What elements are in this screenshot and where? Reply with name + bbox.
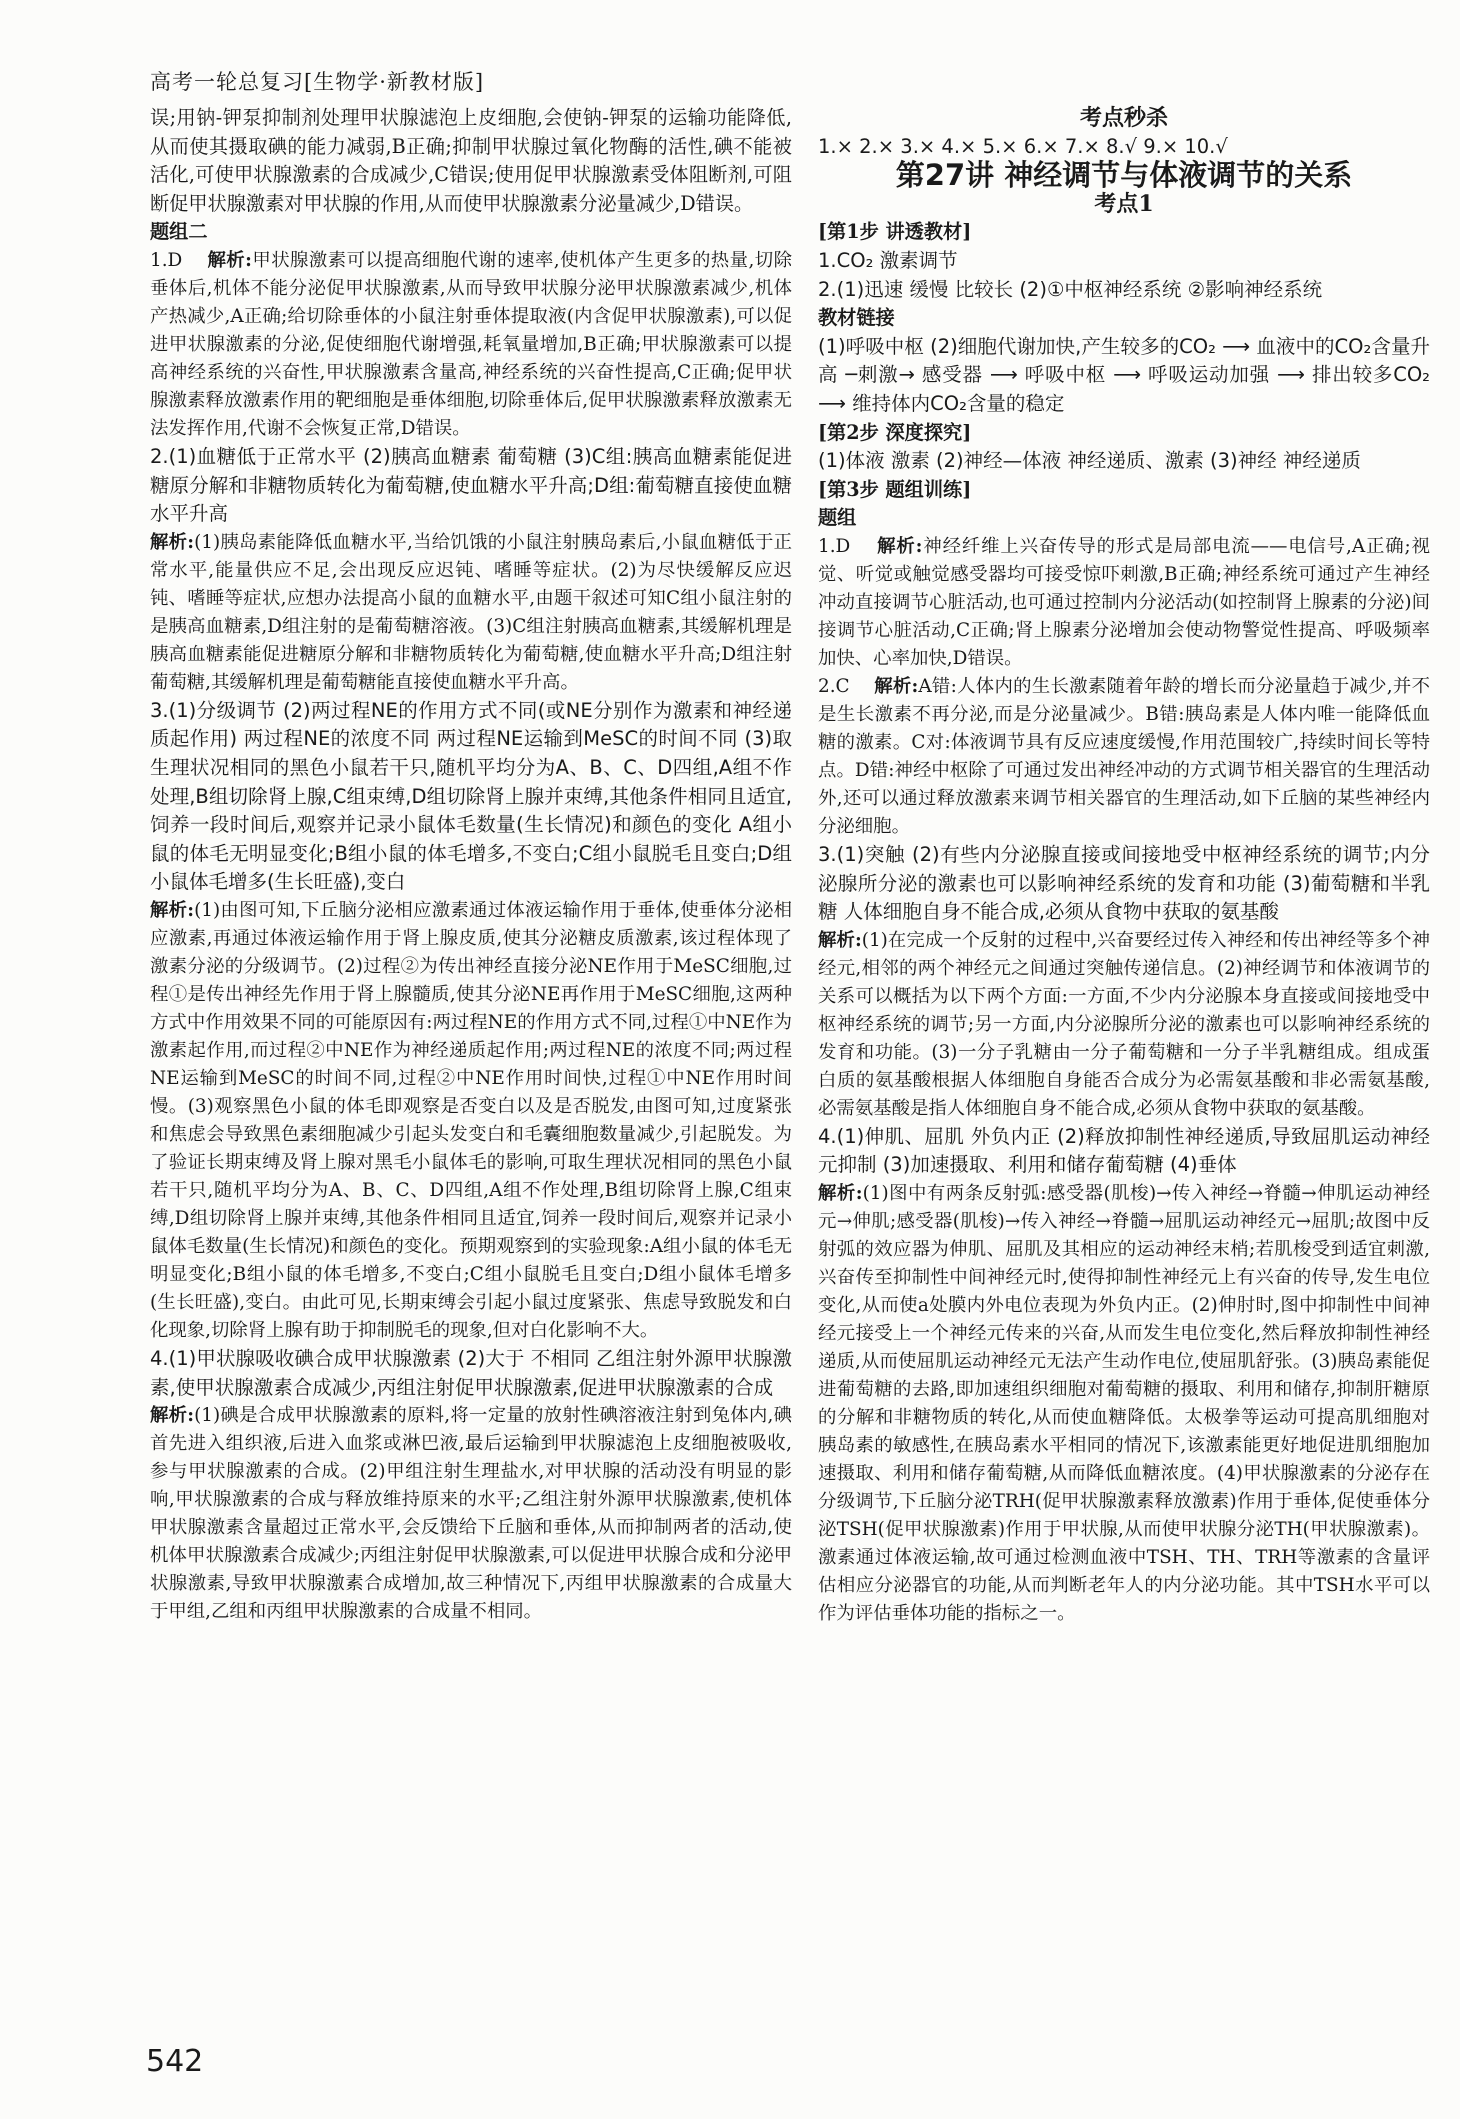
right-column [818, 104, 1430, 1628]
q2-label: 解析: [150, 531, 195, 553]
q1-label: 解析: [207, 249, 252, 271]
kaodian-title: 考点秒杀 [1079, 105, 1168, 131]
kaodian-answers: 1.× 2.× 3.× 4.× 5.× 6.× 7.× 8.√ 9.× 10.√ [818, 134, 1228, 158]
q1-number: 1.D [150, 249, 183, 271]
q4-answer: 4.(1)甲状腺吸收碘合成甲状腺激素 (2)大于 不相同 乙组注射外源甲状腺激素,使甲状腺激素合成减少,丙组注射促甲状腺激素,促进甲状腺激素的合成 [150, 1346, 792, 1399]
r3-answer: 3.(1)突触 (2)有些内分泌腺直接或间接地受中枢神经系统的调节;内分泌腺所分泌的激素也可以影响神经系统的发育和功能 (3)葡萄糖和半乳糖 人体细胞自身不能合成,必须从食物中获取的氨基酸 [818, 842, 1430, 924]
running-header: 高考一轮总复习[生物学·新教材版] [150, 70, 485, 94]
r2-number: 2.C [818, 675, 850, 697]
q4-text: (1)碘是合成甲状腺激素的原料,将一定量的放射性碘溶液注射到兔体内,碘首先进入组织液,后进入血浆或淋巴液,最后运输到甲状腺滤泡上皮细胞被吸收,参与甲状腺激素的合成。(2)甲组注射生理盐水,对甲状腺的活动没有明显的影响,甲状腺激素的合成与释放维持原来的水平;乙组注射外源甲状腺激素,使机体甲状腺激素含量超过正常水平,会反馈给下丘脑和垂体,从而抑制两者的活动,使机体甲状腺激素合成减少;丙组注射促甲状腺激素,可以促进甲状腺合成和分泌甲状腺激素,导致甲状腺激素合成增加,故三种情况下,丙组甲状腺激素的合成量大于甲组,乙组和丙组甲状腺激素的合成量不相同。 [150, 1405, 792, 1623]
q2-paragraph [150, 529, 792, 697]
group-heading: 题组 [818, 506, 857, 530]
q1-text: 甲状腺激素可以提高细胞代谢的速率,使机体产生更多的热量,切除垂体后,机体不能分泌促甲状腺激素,从而导致甲状腺分泌甲状腺激素减少,机体产热减少,A正确;给切除垂体的小鼠注射垂体提取液(内含促甲状腺激素),可以促进甲状腺激素的分泌,促使细胞代谢增强,耗氧量增加,B正确;甲状腺激素可以提高神经系统的兴奋性,甲状腺激素含量高,神经系统的兴奋性提高,C正确;促甲状腺激素释放激素作用的靶细胞是垂体细胞,切除垂体后,促甲状腺激素释放激素无法发挥作用,代谢不会恢复正常,D错误。 [150, 249, 792, 439]
step1-heading: [第1步 讲透教材] [818, 220, 972, 244]
q3-paragraph [150, 897, 792, 1345]
q2-text: (1)胰岛素能降低血糖水平,当给饥饿的小鼠注射胰岛素后,小鼠血糖低于正常水平,能量供应不足,会出现反应迟钝、嗜睡等症状。(2)为尽快缓解反应迟钝、嗜睡等症状,应想办法提高小鼠的血糖水平,由题干叙述可知C组小鼠注射的是胰高血糖素,D组注射的是葡萄糖溶液。(3)C组注射胰高血糖素,其缓解机理是胰高血糖素能促进糖原分解和非糖物质转化为葡萄糖,使血糖水平升高;D组注射葡萄糖,其缓解机理是葡萄糖能直接使血糖水平升高。 [150, 531, 792, 693]
point1-heading: 考点1 [1094, 190, 1154, 217]
intro-paragraph: 误;用钠-钾泵抑制剂处理甲状腺滤泡上皮细胞,会使钠-钾泵的运输功能降低,从而使其摄取碘的能力减弱,B正确;抑制甲状腺过氧化物酶的活性,碘不能被活化,可使甲状腺激素的合成减少,C错误;使用促甲状腺激素受体阻断剂,可阻断促甲状腺激素对甲状腺的作用,从而使甲状腺激素分泌量减少,D错误。 [150, 106, 792, 215]
step1-answer-2: 2.(1)迅速 缓慢 比较长 (2)①中枢神经系统 ②影响神经系统 [818, 277, 1323, 301]
r3-label: 解析: [818, 929, 862, 951]
step2-heading: [第2步 深度探究] [818, 420, 972, 444]
q1-paragraph [150, 247, 792, 443]
lecture-title: 第27讲 神经调节与体液调节的关系 [895, 158, 1353, 193]
r1-label: 解析: [877, 535, 923, 557]
step3-heading: [第3步 题组训练] [818, 477, 972, 501]
page-number: 542 [146, 2044, 204, 2079]
q3-text: (1)由图可知,下丘脑分泌相应激素通过体液运输作用于垂体,使垂体分泌相应激素,再通过体液运输作用于肾上腺皮质,使其分泌糖皮质激素,该过程体现了激素分泌的分级调节。(2)过程②为传出神经直接分泌NE作用于MeSC细胞,过程①是传出神经先作用于肾上腺髓质,使其分泌NE再作用于MeSC细胞,这两种方式中作用效果不同的可能原因有:两过程NE的作用方式不同,过程①中NE作为激素起作用,而过程②中NE作为神经递质起作用;两过程NE的浓度不同;两过程NE运输到MeSC的时间不同,过程②中NE作用时间快,过程①中NE作用时间慢。(3)观察黑色小鼠的体毛即观察是否变白以及是否脱发,由图可知,过度紧张和焦虑会导致黑色素细胞减少引起头发变白和毛囊细胞数量减少,引起脱发。为了验证长期束缚及肾上腺对黑毛小鼠体毛的影响,可取生理状况相同的黑色小鼠若干只,随机平均分为A、B、C、D四组,A组不作处理,B组切除肾上腺,C组束缚,D组切除肾上腺并束缚,其他条件相同且适宜,饲养一段时间后,观察并记录小鼠体毛数量(生长情况)和颜色的变化。预期观察到的实验现象:A组小鼠的体毛无明显变化;B组小鼠的体毛增多,不变白;C组小鼠脱毛且变白;D组小鼠体毛增多(生长旺盛),变白。由此可见,长期束缚会引起小鼠过度紧张、焦虑导致脱发和白化现象,切除肾上腺有助于抑制脱毛的现象,但对白化影响不大。 [150, 899, 792, 1341]
step1-answer-1: 1.CO₂ 激素调节 [818, 248, 958, 272]
r2-label: 解析: [874, 675, 919, 697]
q3-label: 解析: [150, 899, 195, 921]
q2-answer: 2.(1)血糖低于正常水平 (2)胰高血糖素 葡萄糖 (3)C组:胰高血糖素能促进糖原分解和非糖物质转化为葡萄糖,使血糖水平升高;D组:葡萄糖直接使血糖水平升高 [150, 444, 792, 526]
r4-paragraph [818, 1180, 1430, 1628]
q3-answer: 3.(1)分级调节 (2)两过程NE的作用方式不同(或NE分别作为激素和神经递质起作用) 两过程NE的浓度不同 两过程NE运输到MeSC的时间不同 (3)取生理状况相同的黑色小鼠若干只,随机平均分为A、B、C、D四组,A组不作处理,B组切除肾上腺,C组束缚,D组切除肾上腺并束缚,其他条件相同且适宜,饲养一段时间后,观察并记录小鼠体毛数量(生长情况)和颜色的变化 A组小鼠的体毛无明显变化;B组小鼠的体毛增多,不变白;C组小鼠脱毛且变白;D组小鼠体毛增多(生长旺盛),变白 [150, 698, 792, 894]
r1-number: 1.D [818, 535, 851, 557]
step2-answer: (1)体液 激素 (2)神经—体液 神经递质、激素 (3)神经 神经递质 [818, 449, 1361, 473]
textbook-link-text: (1)呼吸中枢 (2)细胞代谢加快,产生较多的CO₂ ⟶ 血液中的CO₂含量升高 ─刺激→ 感受器 ⟶ 呼吸中枢 ⟶ 呼吸运动加强 ⟶ 排出较多CO₂ ⟶ 维持体内CO₂含量的稳定 [818, 334, 1430, 415]
r4-label: 解析: [818, 1182, 863, 1204]
group2-heading: 题组二 [150, 220, 208, 244]
r2-paragraph [818, 673, 1430, 841]
r4-text: (1)图中有两条反射弧:感受器(肌梭)→传入神经→脊髓→伸肌运动神经元→伸肌;感受器(肌梭)→传入神经→脊髓→屈肌运动神经元→屈肌;故图中反射弧的效应器为伸肌、屈肌及其相应的运动神经末梢;若肌梭受到适宜刺激,兴奋传至抑制性中间神经元时,使得抑制性神经元上有兴奋的传导,发生电位变化,从而使a处膜内外电位表现为外负内正。(2)伸肘时,图中抑制性中间神经元接受上一个神经元传来的兴奋,从而发生电位变化,然后释放抑制性神经递质,从而使屈肌运动神经元无法产生动作电位,使屈肌舒张。(3)胰岛素能促进葡萄糖的去路,即加速组织细胞对葡萄糖的摄取、利用和储存,抑制肝糖原的分解和非糖物质的转化,从而使血糖降低。太极拳等运动可提高肌细胞对胰岛素的敏感性,在胰岛素水平相同的情况下,该激素能更好地促进肌细胞加速摄取、利用和储存葡萄糖,从而降低血糖浓度。(4)甲状腺激素的分泌存在分级调节,下丘脑分泌TRH(促甲状腺激素释放激素)作用于垂体,促使垂体分泌TSH(促甲状腺激素)作用于甲状腺,从而使甲状腺分泌TH(甲状腺激素)。激素通过体液运输,故可通过检测血液中TSH、TH、TRH等激素的含量评估相应分泌器官的功能,从而判断老年人的内分泌功能。其中TSH水平可以作为评估垂体功能的指标之一。 [818, 1182, 1430, 1624]
q4-label: 解析: [150, 1405, 195, 1427]
q4-paragraph [150, 1402, 792, 1626]
r3-paragraph [818, 927, 1430, 1123]
r4-answer: 4.(1)伸肌、屈肌 外负内正 (2)释放抑制性神经递质,导致屈肌运动神经元抑制 (3)加速摄取、利用和储存葡萄糖 (4)垂体 [818, 1124, 1430, 1177]
r1-text: 神经纤维上兴奋传导的形式是局部电流——电信号,A正确;视觉、听觉或触觉感受器均可接受惊吓刺激,B正确;神经系统可通过产生神经冲动直接调节心脏活动,也可通过控制内分泌活动(如控制肾上腺素的分泌)间接调节心脏活动,C正确;肾上腺素分泌增加会使动物警觉性提高、呼吸频率加快、心率加快,D错误。 [818, 535, 1431, 669]
r3-text: (1)在完成一个反射的过程中,兴奋要经过传入神经和传出神经等多个神经元,相邻的两个神经元之间通过突触传递信息。(2)神经调节和体液调节的关系可以概括为以下两个方面:一方面,不少内分泌腺本身直接或间接地受中枢神经系统的调节;另一方面,内分泌腺所分泌的激素也可以影响神经系统的发育和功能。(3)一分子乳糖由一分子葡萄糖和一分子半乳糖组成。组成蛋白质的氨基酸根据人体细胞自身能否合成分为必需氨基酸和非必需氨基酸,必需氨基酸是指人体细胞自身不能合成,必须从食物中获取的氨基酸。 [818, 929, 1430, 1119]
r1-paragraph [818, 533, 1430, 673]
textbook-link-heading: 教材链接 [818, 306, 895, 330]
r2-text: A错:人体内的生长激素随着年龄的增长而分泌量趋于减少,并不是生长激素不再分泌,而是分泌量减少。B错:胰岛素是人体内唯一能降低血糖的激素。C对:体液调节具有反应速度缓慢,作用范围较广,持续时间长等特点。D错:神经中枢除了可通过发出神经冲动的方式调节相关器官的生理活动外,还可以通过释放激素来调节相关器官的生理活动,如下丘脑的某些神经内分泌细胞。 [818, 675, 1430, 837]
left-column [150, 104, 792, 1626]
